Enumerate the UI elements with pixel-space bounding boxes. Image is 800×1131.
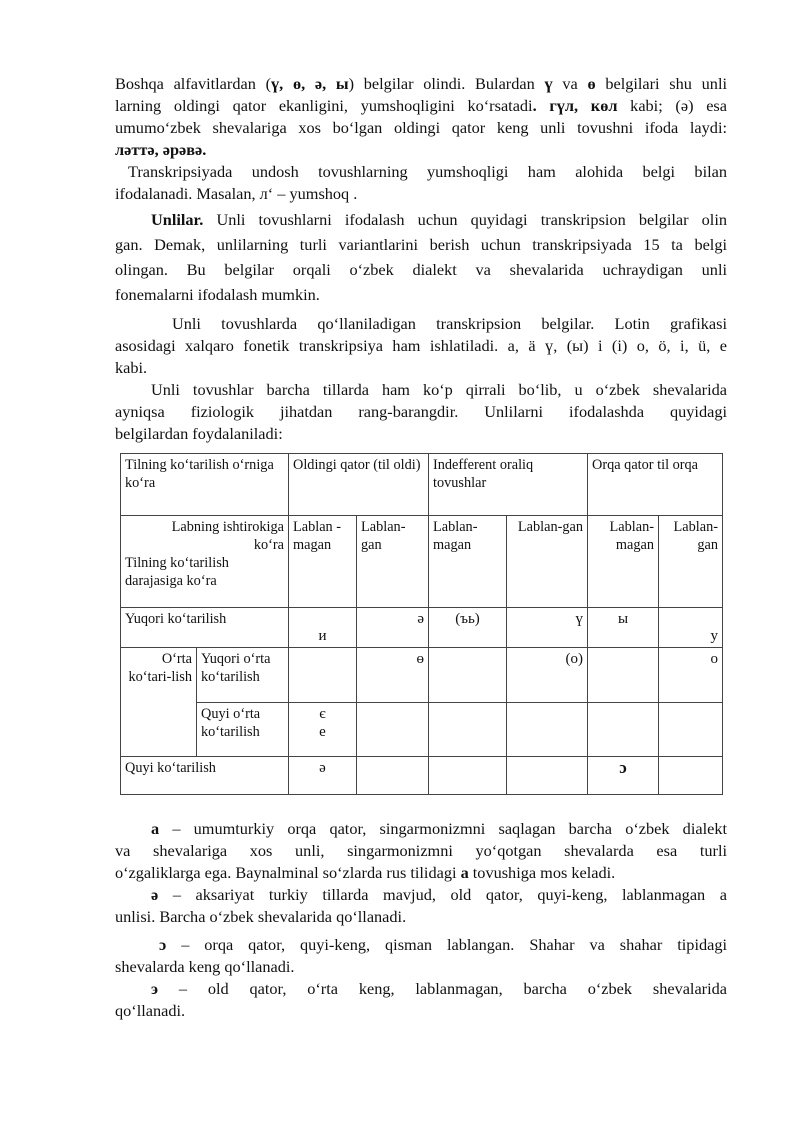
header-front-row: Oldingi qator (til oldi) <box>289 454 429 516</box>
definition-schwa: ə – aksariyat turkiy tillarda mavjud, old qator, quyi-keng, lablanmagan a unlisi. Barcha o‘zbek shevalarida qo‘llanadi. <box>115 885 727 926</box>
header-back-row: Orqa qator til orqa <box>588 454 723 516</box>
row-label-mid-high: Yuqori o‘rta ko‘tarilish <box>197 648 289 703</box>
subheader-lips-height: Labning ishtirokiga ko‘ra Tilning ko‘tarilish darajasiga ko‘ra <box>121 516 289 608</box>
front-rounded: Lablan-gan <box>357 516 429 608</box>
table-row: O‘rta ko‘tari-lish Yuqori o‘rta ko‘tarilish ө (о) о <box>121 648 723 703</box>
header-tongue-position: Tilning ko‘tarilish o‘rniga ko‘ra <box>121 454 289 516</box>
front-unrounded: Lablan -magan <box>289 516 357 608</box>
body-text-bottom <box>115 818 727 1022</box>
table-header-row <box>121 454 723 516</box>
definition-open-o: ɔ – orqa qator, quyi-keng, qisman lablangan. Shahar va shahar tipidagi shevalarda keng qo‘llanadi. <box>115 935 727 976</box>
paragraph-consonants: Transkripsiyada undosh tovushlarning yumshoqligi ham alohida belgi bilan <box>128 162 727 181</box>
back-unrounded: Lablan-magan <box>588 516 659 608</box>
vowel-table <box>120 453 723 795</box>
row-label-mid: O‘rta ko‘tari-lish <box>121 648 197 757</box>
middle-unrounded: Lablan-magan <box>429 516 507 608</box>
paragraph-alphabets: Boshqa alfavitlardan (ү, ө, ә, ы) belgilar olindi. Bulardan ү va ө belgilari shu unli <box>115 74 727 93</box>
table-subheader-row <box>121 516 723 608</box>
definition-a: a – umumturkiy orqa qator, singarmonizmni saqlagan barcha o‘zbek dialekt va shevalariga xos unli, singarmonizmni yo‘qotgan shevalarda esa turli o‘zgaliklarga ega. Baynalminal so‘zlarda rus tilidagi a tovushiga mos keladi. <box>115 819 727 882</box>
row-label-mid-low: Quyi o‘rta ko‘tarilish <box>197 703 289 757</box>
table-row: Yuqori ko‘tarilish и ә (ъь) ү ы у <box>121 608 723 648</box>
table-row: Quyi o‘rta ko‘tarilish є е <box>121 703 723 757</box>
table-row: Quyi ko‘tarilish ә ɔ <box>121 757 723 795</box>
definition-e: э – old qator, o‘rta keng, lablanmagan, barcha o‘zbek shevalarida qo‘llanadi. <box>115 979 727 1020</box>
paragraph-vowel-signs: Unli tovushlar barcha tillarda ham ko‘p qirrali bo‘lib, u o‘zbek shevalarida <box>151 380 727 399</box>
back-rounded: Lablan-gan <box>659 516 723 608</box>
paragraph-vowels: Unlilar. Unli tovushlarni ifodalash uchun quyidagi transkripsion belgilar olin gan. Demak, unlilarning turli variantlarini berish uchun transkripsiyada 15 ta belgi olingan. Bu belgilar orqali o‘zbek dialekt va shevalarida uchraydigan unli fonemalarni ifodalash mumkin. <box>115 210 727 304</box>
paragraph-transcription: Unli tovushlarda qo‘llaniladigan transkripsion belgilar. Lotin grafikasi <box>172 314 727 333</box>
middle-rounded: Lablan-gan <box>507 516 588 608</box>
header-middle-row: Indefferent oraliq tovushlar <box>429 454 588 516</box>
row-label-high: Yuqori ko‘tarilish <box>121 608 289 648</box>
row-label-low: Quyi ko‘tarilish <box>121 757 289 795</box>
body-text-top: Boshqa alfavitlardan (ү, ө, ә, ы) belgilar olindi. Bulardan ү va ө belgilari shu unli larning oldingi qator ekanligini, yumshoqligini ko‘rsatadi. гүл, көл kabi; (ә) esa umumo‘zbek shevalariga xos bo‘lgan oldingi qator keng unli tovushni ifoda laydi: ләттә, әрәвә. Transkripsiyada undosh tovushlarning yumshoqligi ham alohida belgi bilan ifodalanadi. Masalan, л‘ – yumshoq . Unlilar. Unli tovushlarni ifodalash uchun quyidagi transkripsion belgilar olin gan. Demak, unlilarning turli variantlarini berish uchun transkripsiyada 15 ta belgi olingan. Bu belgilar orqali o‘zbek dialekt va shevalarida uchraydigan unli fonemalarni ifodalash mumkin. Unli tovushlarda qo‘llaniladigan transkripsion belgilar. Lotin grafikasi asosidagi xalqaro fonetik transkripsiya ham ishlatiladi. a, ä ү, (ы) i (i) o, ö, i, ü, e kabi. Unli tovushlar barcha tillarda ham ko‘p qirrali bo‘lib, u o‘zbek shevalarida ayniqsa fiziologik jihatdan rang-barangdir. Unlilarni ifodalashda quyidagi belgilardan foydalaniladi: <box>115 74 727 443</box>
